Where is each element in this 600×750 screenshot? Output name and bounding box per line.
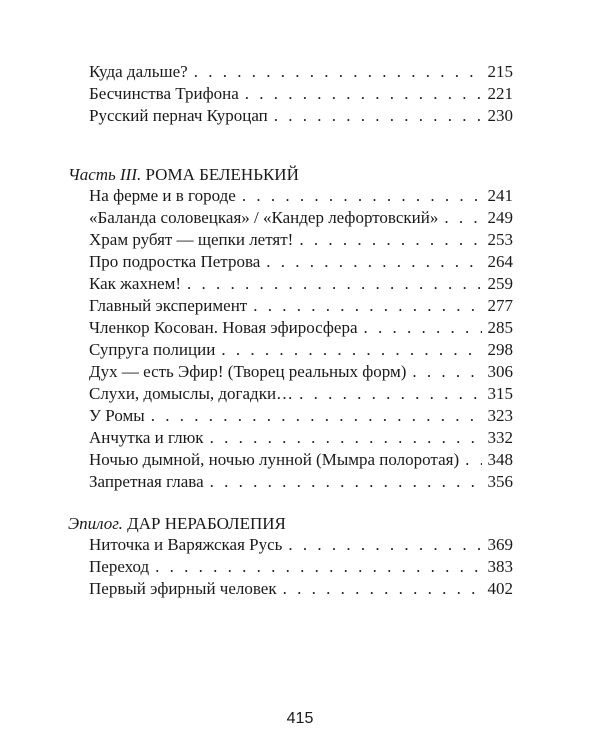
toc-entry <box>89 294 513 318</box>
toc-entry-title: Храм рубят — щепки летят! <box>89 230 294 249</box>
toc-entry <box>89 228 513 252</box>
toc-entry-title: У Ромы <box>89 406 145 425</box>
toc-entry-title: Запретная глава <box>89 472 204 491</box>
page-number: 415 <box>286 710 314 727</box>
toc-entry-page: 249 <box>487 208 513 227</box>
toc-entry-title: Анчутка и глюк <box>89 428 204 447</box>
toc-entry-title: Первый эфирный человек <box>89 579 277 598</box>
toc-entry-page: 230 <box>487 106 513 125</box>
toc-entry <box>89 184 513 208</box>
toc-entry-title: Русский пернач Куроцап <box>89 106 268 125</box>
toc-entry-page: 277 <box>487 296 513 315</box>
toc-entry-page: 383 <box>487 557 513 576</box>
toc-entry-title: Переход <box>89 557 150 576</box>
toc-entry-page: 348 <box>487 450 513 469</box>
toc-entry-title: Как жахнем! <box>89 274 182 293</box>
toc-entry <box>89 426 513 450</box>
toc-entry <box>89 533 513 557</box>
toc-entry-page: 259 <box>487 274 513 293</box>
toc-entry-title: Бесчинства Трифона <box>89 84 239 103</box>
toc-entry-title: Слухи, домыслы, догадки… <box>89 384 294 403</box>
toc-entry <box>89 448 513 472</box>
toc-entry <box>89 206 513 230</box>
dot-leader <box>242 184 482 208</box>
toc-entry <box>89 470 513 494</box>
dot-leader <box>299 228 481 252</box>
toc-entry <box>89 82 513 106</box>
toc-entry-title: Дух — есть Эфир! (Творец реальных форм) <box>89 362 407 381</box>
toc-entry-title: Ниточка и Варяжская Русь <box>89 535 283 554</box>
dot-leader <box>221 338 481 362</box>
dot-leader <box>210 426 482 450</box>
toc-entry <box>89 382 513 406</box>
dot-leader <box>245 82 482 106</box>
toc-entry-page: 253 <box>487 230 513 249</box>
toc-entry-title: Членкор Косован. Новая эфиросфера <box>89 318 358 337</box>
section-title: РОМА БЕЛЕНЬКИЙ <box>145 165 299 184</box>
toc-entry-title: Куда дальше? <box>89 62 188 81</box>
toc-entry-page: 356 <box>487 472 513 491</box>
dot-leader <box>465 448 481 472</box>
dot-leader <box>364 316 482 340</box>
dot-leader <box>288 533 481 557</box>
dot-leader <box>253 294 481 318</box>
section-title: ДАР НЕРАБОЛЕПИЯ <box>127 514 286 533</box>
toc-entry <box>89 360 513 384</box>
toc-entry-page: 215 <box>487 62 513 81</box>
toc-entry-page: 369 <box>487 535 513 554</box>
toc-entry <box>89 250 513 274</box>
toc-entry <box>89 316 513 340</box>
toc-entry-title: Супруга полиции <box>89 340 216 359</box>
section-label: Эпилог. <box>68 514 123 533</box>
toc-entry <box>89 555 513 579</box>
dot-leader <box>194 60 482 84</box>
toc-entry-title: На ферме и в городе <box>89 186 236 205</box>
dot-leader <box>299 382 481 406</box>
toc-entry <box>89 404 513 428</box>
dot-leader <box>444 206 481 230</box>
toc-entry-page: 298 <box>487 340 513 359</box>
dot-leader <box>274 104 482 128</box>
dot-leader <box>266 250 481 274</box>
toc-entry-title: «Баланда соловецкая» / «Кандер лефортовский» <box>89 208 439 227</box>
toc-entry-page: 285 <box>487 318 513 337</box>
dot-leader <box>283 577 482 601</box>
toc-entry-page: 306 <box>487 362 513 381</box>
toc-entry <box>89 104 513 128</box>
toc-entry-title: Ночью дымной, ночью лунной (Мымра полоротая) <box>89 450 460 469</box>
toc-entry <box>89 60 513 84</box>
toc-entry-title: Про подростка Петрова <box>89 252 261 271</box>
dot-leader <box>210 470 482 494</box>
toc-entry-page: 221 <box>487 84 513 103</box>
toc-entry-page: 264 <box>487 252 513 271</box>
dot-leader <box>412 360 481 384</box>
toc-entry <box>89 272 513 296</box>
toc-entry-page: 402 <box>487 579 513 598</box>
section-label: Часть III. <box>68 165 142 184</box>
toc-entry-title: Главный эксперимент <box>89 296 248 315</box>
toc-entry-page: 241 <box>487 186 513 205</box>
dot-leader <box>155 555 481 579</box>
toc-entry-page: 323 <box>487 406 513 425</box>
toc-entry <box>89 577 513 601</box>
toc-entry-page: 332 <box>487 428 513 447</box>
dot-leader <box>187 272 481 296</box>
toc-entry <box>89 338 513 362</box>
toc-entry-page: 315 <box>487 384 513 403</box>
dot-leader <box>151 404 482 428</box>
